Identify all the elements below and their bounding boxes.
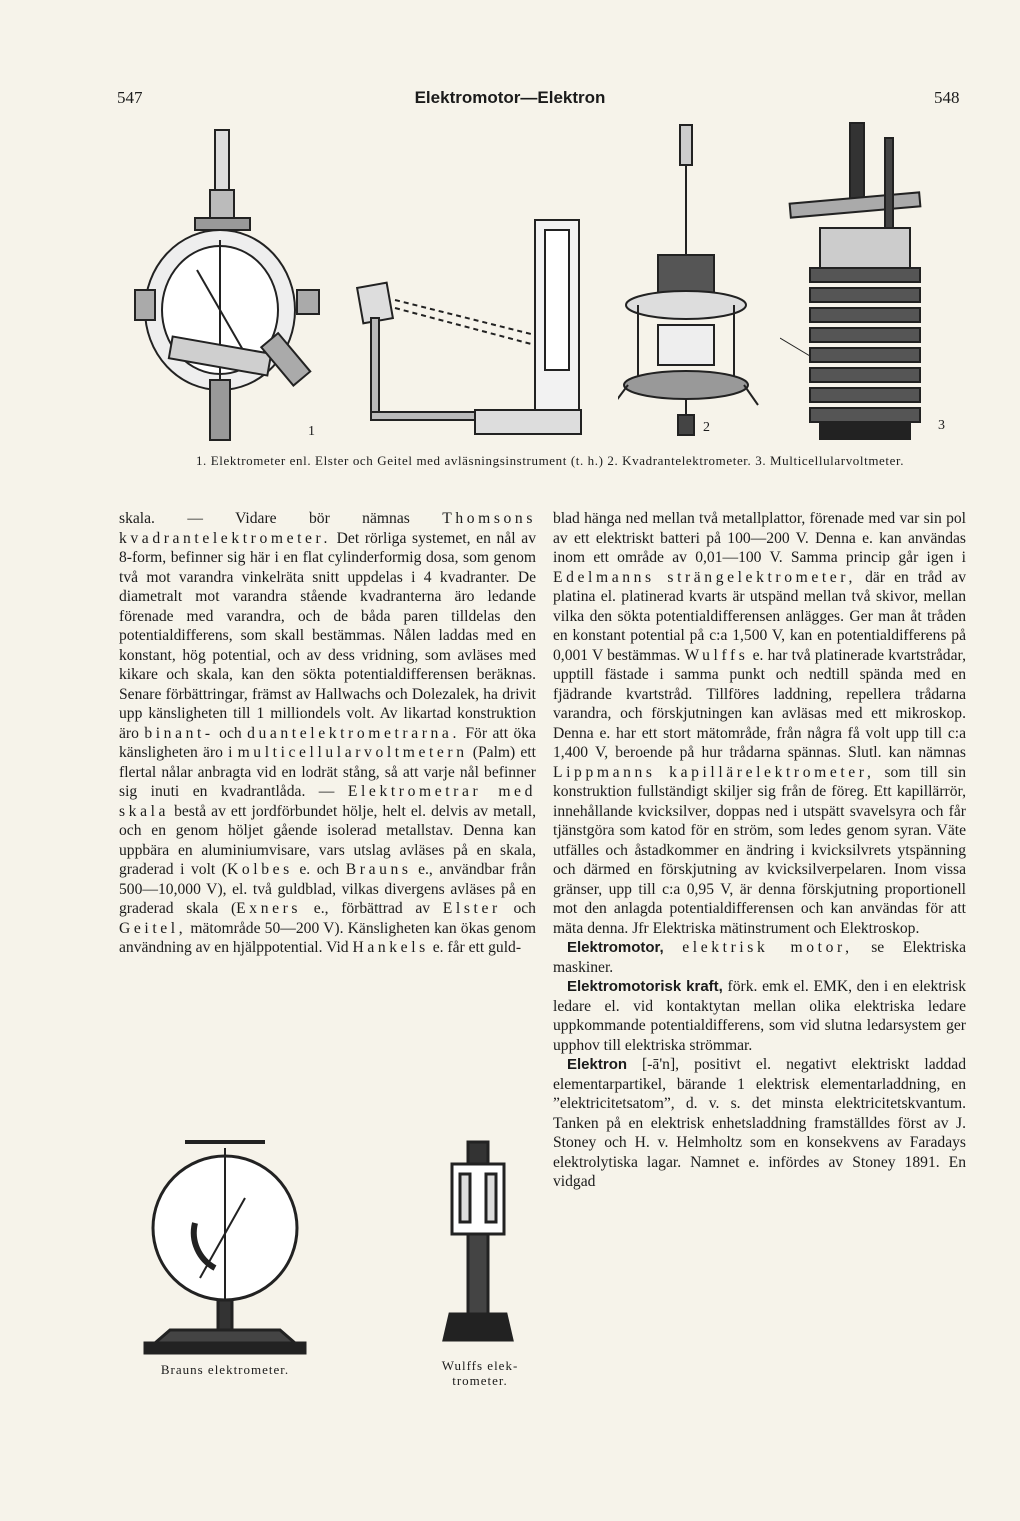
caption-wulffs (425, 1358, 535, 1388)
left-column (119, 509, 536, 958)
entry-elektromotor (553, 938, 966, 977)
page-number-right: 548 (934, 88, 960, 107)
headword: Elektromotor, (567, 939, 664, 956)
spaced-term: binant- (144, 724, 214, 742)
text-run: skala. — Vidare bör nämnas (119, 510, 443, 527)
text-run: mätområde 50—200 V). Känsligheten kan ökas genom användning av en hjälppotential. Vid (119, 919, 536, 956)
spaced-term: Edelmanns strängelektrometer, (553, 568, 856, 586)
page-number-left: 547 (117, 88, 143, 107)
figure-wulffs-electrometer (438, 1140, 518, 1348)
text-run: och (500, 900, 536, 917)
spaced-term: Hankels (352, 939, 429, 956)
text-run: e., användbar från 500—10,000 V), el. två guldblad, vilkas divergens avläses på en graderad skala ( (119, 861, 536, 917)
text-run: där en tråd av platina el. platinerad kvarts är utspänd mellan två skivor, mellan vilka den sökta potentialdifferensen anlägges. Ger man åt tråden en konstant potential på c:a 1,500 V, kan en potentialdifferens på 0,001 V bestämmas. (553, 568, 967, 664)
text-run: och (213, 724, 248, 742)
caption-wulffs-line-2: trometer. (452, 1373, 508, 1388)
figure-label-2: 2 (703, 420, 710, 435)
text-run: För att öka känsligheten äro i (119, 724, 536, 761)
right-column (553, 509, 966, 1192)
text-run: se Elektriska maskiner. (553, 939, 966, 976)
text-run: förk. emk el. EMK, den i en elektrisk ledare el. vid kontaktytan mellan olika elektriska ledare uppkommande potentialdifferens, som vid slutna ledarsystem ger upphov till elektriska strömmar. (553, 978, 966, 1054)
headword: Elektromotorisk kraft, (567, 978, 723, 995)
text-run: e. och (292, 861, 346, 878)
spaced-term: multicellularvoltmetern (237, 744, 468, 761)
text-run: e. får ett guld- (428, 939, 522, 956)
right-paragraph (553, 509, 966, 938)
spaced-term: Kolbes (227, 861, 293, 878)
figure-quadrant-electrometer (618, 115, 768, 445)
spaced-term: Geitel, (119, 919, 187, 937)
spaced-term: Brauns (345, 861, 412, 878)
caption-wulffs-line-1: Wulffs elek- (441, 1358, 519, 1373)
figure-label-1: 1 (308, 424, 315, 439)
text-run: e. har två platinerade kvartstrådar, upptill fästade i samma punkt och nedtill spända med en fjädrande kvartstråd. Tillföres laddning, repellera trådarna varandra, och förskjutningen kan avläsas med ett mikroskop. Denna e. har ett stort mätområde, från några få volt upp till c:a 1,400 V, beroende på hur trådarna spännas. Slutl. kan nämnas (553, 646, 966, 761)
running-title: Elektromotor—Elektron (414, 88, 606, 107)
figure-multicellular-voltmeter (780, 118, 940, 443)
text-run: [-ā'n], positivt el. negativt elektriskt laddad elementarpartikel, bärande 1 elektrisk elementarladdning, en ”elektricitetsatom”, d. v. s. det minsta elektricitetskvantum. Tanken på en elektrisk enhetsladdning framställdes först av J. Stoney och H. v. Helmholtz som en konsekvens av Faradays elektrolytiska lagar. Namnet e. infördes av Stoney 1891. En vidgad (553, 1056, 966, 1190)
spaced-term: Exners (236, 900, 302, 917)
text-run: (Palm) ett flertal nålar anbragta vid en lodrät stång, så att varje nål befinner sig inuti en kvadrantlåda. — (119, 744, 536, 800)
text-run: Det rörliga systemet, en nål av 8-form, befinner sig här i en flat cylinderformig dosa, som genom två mot varandra vinkelräta snitt uppdelas i 4 kvadranter. De diametralt mot varandra stående kvadranterna äro ledande förenade med varandra, och de båda paren tilldelas den potentialdifferens, som skall bestämmas. Nålen laddas med en konstant, hög potential, och av dess vridning, som avläses med kikare och skala, kan den sökta potentialdifferensen beräknas. Senare förbättringar, främst av Hallwachs och Dolezalek, ha drivit upp känsligheten till 1 milliondels volt. Av likartad konstruktion äro (119, 529, 536, 742)
spaced-term: Lippmanns kapillärelektrometer, (553, 763, 875, 781)
text-run: som till sin konstruktion fullständigt skiljer sig från de föreg. Ett kapillärrör, innehållande kvicksilver, doppas ned i utspätt svavelsyra och får tjänstgöra som katod för en ström, som ledes genom syran. Väte utfälles och åstadkommer en ändring i kvicksilvrets ytspänning och därmed en förskjutning av kvicksilverpelaren. Inom vissa gränser, upp till c:a 0,95 V, är denna förskjutning proportionell mot den anlagda potentialdifferensen och kan användas för att mäta denna. Jfr Elektriska mätinstrument och Elektroskop. (553, 763, 967, 937)
headword: Elektron (567, 1056, 628, 1073)
spaced-term: elektrisk motor, (682, 939, 853, 956)
spaced-term: Wulffs (684, 646, 749, 664)
spaced-term: Elektrometrar med skala (119, 783, 536, 820)
entry-elektron (553, 1055, 966, 1192)
spaced-term: duantelektrometrarna. (247, 724, 460, 742)
figure-label-3: 3 (938, 418, 945, 433)
left-paragraph (119, 509, 536, 958)
figure-caption: 1. Elektrometer enl. Elster och Geitel med avläsningsinstrument (t. h.) 2. Kvadrantelektrometer. 3. Multicellularvoltmeter. (195, 453, 905, 468)
spaced-term: Elster (442, 900, 501, 917)
caption-brauns: Brauns elektrometer. (160, 1362, 290, 1377)
figure-brauns-electrometer (140, 1138, 310, 1360)
text-run: blad hänga ned mellan två metallplattor, förenade med var sin pol av ett elektriskt batteri på 100—200 V. Denna e. kan användas inom ett område av 0,01—100 V. Samma princip går igen i (553, 510, 966, 566)
spaced-term: Thomsons kvadrantelektrometer. (119, 510, 536, 547)
text-run: e., förbättrad av (301, 900, 443, 917)
entry-elektromotorisk-kraft (553, 977, 966, 1055)
text-run: bestå av ett jordförbundet hölje, helt el. delvis av metall, och en genom höljet gående isolerad metallstav. Denna kan uppbära en aluminiumvisare, vars utslag avläses på en skala, graderad i volt ( (119, 802, 536, 878)
figure-elster-geitel-electrometer (125, 120, 605, 450)
